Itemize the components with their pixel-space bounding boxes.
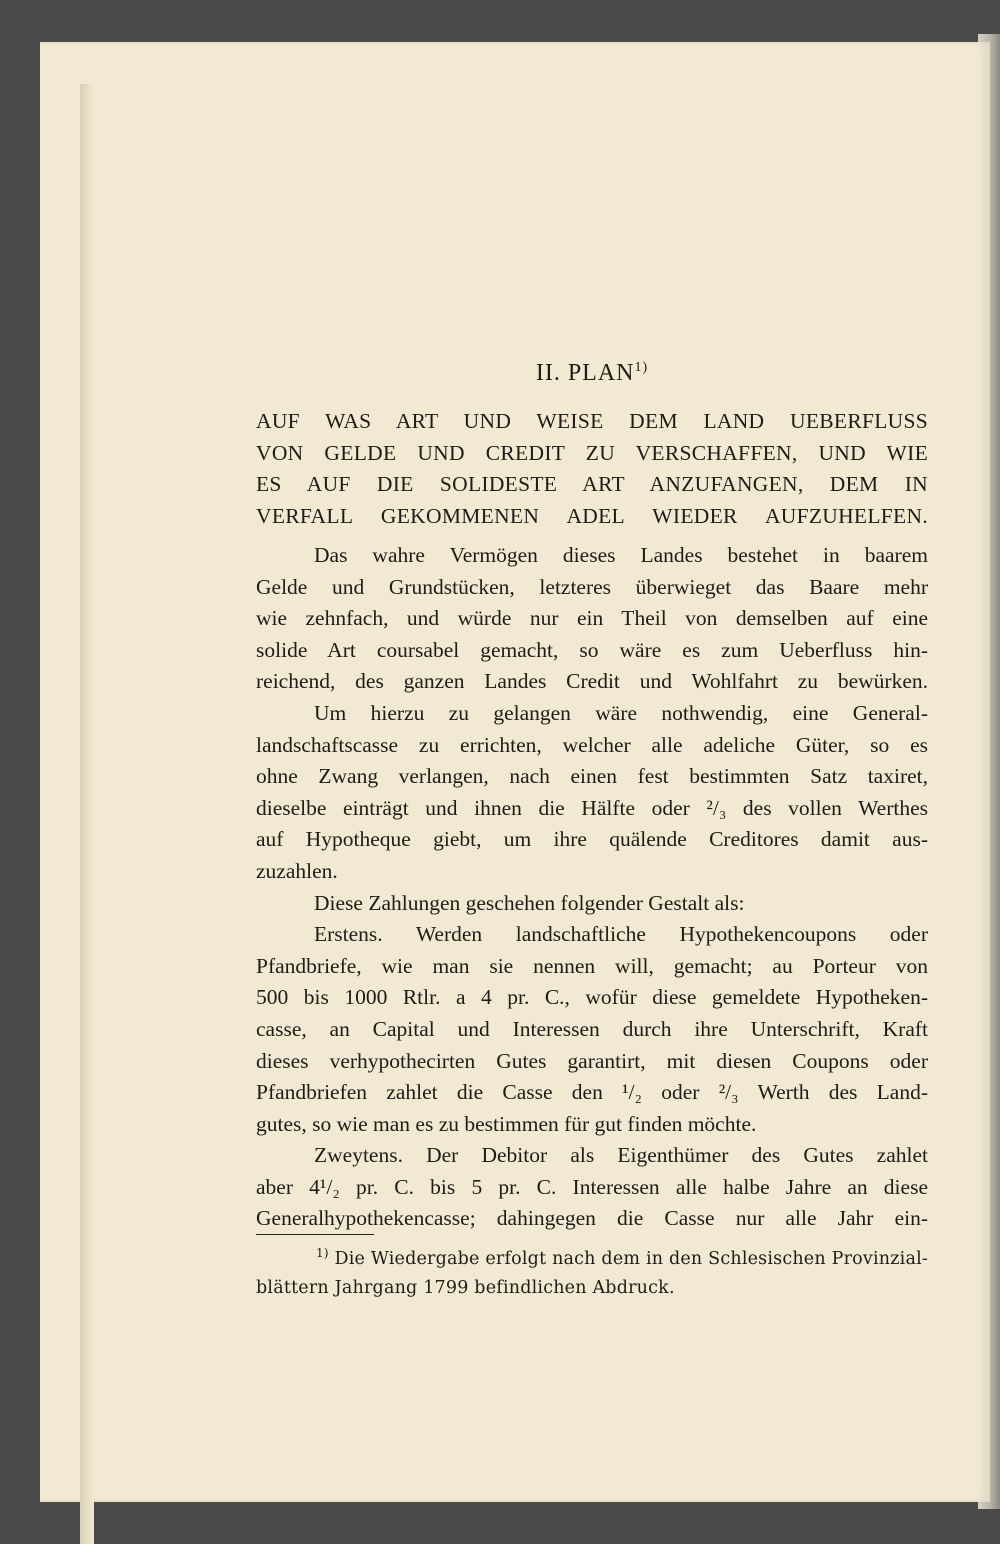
footnote-line: [256, 1245, 928, 1274]
body-line: Um hierzu zu gelangen wäre nothwendig, eine General-: [314, 700, 928, 725]
body-line: Pfandbriefen zahlet die Casse den ¹/₂ oder ²/₃ Werth des Land-: [256, 1080, 928, 1105]
body-line: Generalhypothekencasse; dahingegen die Casse nur alle Jahr ein-: [256, 1206, 928, 1231]
heading-line: VON GELDE UND CREDIT ZU VERSCHAFFEN, UND WIE: [256, 440, 928, 465]
body-line: dieses verhypothecirten Gutes garantirt, mit diesen Coupons oder: [256, 1048, 928, 1073]
chapter-title: [256, 360, 928, 387]
body-line: 500 bis 1000 Rtlr. a 4 pr. C., wofür diese gemeldete Hypotheken-: [256, 985, 928, 1010]
body-line: landschaftscasse zu errichten, welcher alle adeliche Güter, so es: [256, 732, 928, 757]
body-line: reichend, des ganzen Landes Credit und Wohlfahrt zu bewürken.: [256, 669, 928, 694]
footnote-text: Die Wiedergabe erfolgt nach dem in den Schlesischen Provinzial-: [334, 1249, 928, 1269]
body-line: zuzahlen.: [256, 858, 338, 883]
page-gutter: [80, 84, 94, 1544]
body-line: Pfandbriefe, wie man sie nennen will, gemacht; au Porteur von: [256, 953, 928, 978]
footnote-line: blättern Jahrgang 1799 befindlichen Abdruck.: [256, 1278, 675, 1298]
footnote: [256, 1245, 928, 1303]
body-line: auf Hypotheque giebt, um ihre quälende Creditores damit aus-: [256, 827, 928, 852]
body-line: Gelde und Grundstücken, letzteres überwieget das Baare mehr: [256, 574, 928, 599]
title-footnote-mark: 1): [634, 360, 649, 375]
body-line: Zweytens. Der Debitor als Eigenthümer des Gutes zahlet: [314, 1143, 928, 1168]
body-line: casse, an Capital und Interessen durch ihre Unterschrift, Kraft: [256, 1016, 928, 1041]
heading-line: VERFALL GEKOMMENEN ADEL WIEDER AUFZUHELFEN.: [256, 503, 928, 528]
chapter-heading: [256, 406, 928, 532]
body-line: wie zehnfach, und würde nur ein Theil von demselben auf eine: [256, 606, 928, 631]
body-line: aber 4¹/₂ pr. C. bis 5 pr. C. Interessen alle halbe Jahre an diese: [256, 1174, 928, 1199]
body-line: Diese Zahlungen geschehen folgender Gestalt als:: [314, 890, 745, 915]
body-line: dieselbe einträgt und ihnen die Hälfte oder ²/₃ des vollen Werthes: [256, 795, 928, 820]
footnote-mark: 1): [316, 1246, 329, 1261]
body-line: gutes, so wie man es zu bestimmen für gut finden möchte.: [256, 1111, 757, 1136]
heading-line: ES AUF DIE SOLIDESTE ART ANZUFANGEN, DEM IN: [256, 472, 928, 496]
body-line: Das wahre Vermögen dieses Landes bestehet in baarem: [314, 543, 928, 567]
body-line: ohne Zwang verlangen, nach einen fest bestimmten Satz taxiret,: [256, 764, 928, 789]
footnote-divider: [256, 1234, 374, 1235]
body-line: Erstens. Werden landschaftliche Hypothekencoupons oder: [314, 922, 928, 947]
body-line: solide Art coursabel gemacht, so wäre es zum Ueberfluss hin-: [256, 637, 928, 662]
chapter-title-text: II. PLAN: [535, 360, 635, 386]
heading-line: AUF WAS ART UND WEISE DEM LAND UEBERFLUSS: [256, 409, 928, 433]
body-text: [256, 540, 928, 1235]
